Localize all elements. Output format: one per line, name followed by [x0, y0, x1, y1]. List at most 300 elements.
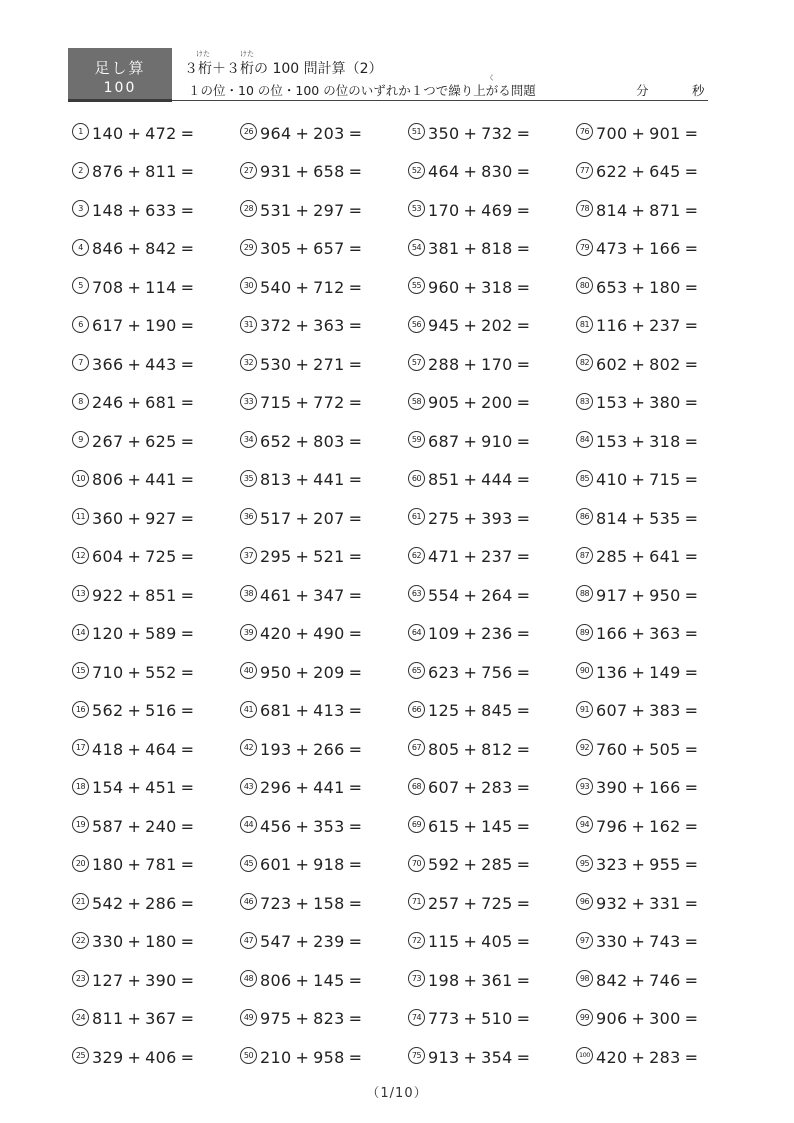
plus-sign: + [127, 778, 142, 797]
plus-sign: + [463, 624, 478, 643]
problem-number: 58 [408, 393, 425, 410]
problem-expression [92, 769, 194, 807]
problem-item [408, 499, 530, 537]
problem-expression [428, 615, 530, 653]
problem-expression [428, 269, 530, 307]
problem-item [72, 576, 194, 614]
problem-number: 86 [576, 508, 593, 525]
problem-item [576, 730, 698, 768]
plus-sign: + [127, 200, 142, 220]
equals-sign: = [516, 1047, 531, 1067]
plus-sign: + [127, 816, 142, 836]
addend-b: 363 [649, 624, 681, 643]
problem-number: 33 [240, 393, 257, 410]
addend-b: 114 [145, 277, 177, 297]
equals-sign: = [348, 778, 363, 797]
problem-number: 80 [576, 277, 593, 294]
problem-number: 67 [408, 739, 425, 756]
addend-a: 773 [428, 1009, 460, 1028]
equals-sign: = [180, 547, 195, 566]
addend-b: 166 [649, 778, 681, 797]
equals-sign: = [348, 123, 363, 143]
problem-expression [260, 230, 362, 268]
problem-number: 89 [576, 624, 593, 641]
problem-expression [596, 230, 698, 268]
problem-item [576, 384, 698, 422]
addend-b: 845 [481, 701, 513, 720]
addend-a: 623 [428, 662, 460, 682]
addend-b: 910 [481, 431, 513, 451]
equals-sign: = [180, 316, 195, 335]
problem-number: 84 [576, 431, 593, 448]
problem-item [72, 692, 194, 730]
equals-sign: = [684, 662, 699, 682]
equals-sign: = [684, 778, 699, 797]
plus-sign: + [127, 585, 142, 605]
problem-number: 44 [240, 816, 257, 833]
problem-number: 97 [576, 932, 593, 949]
page-number: （1/10） [366, 1086, 428, 1101]
equals-sign: = [516, 932, 531, 951]
problem-item [408, 923, 530, 961]
addend-b: 180 [145, 932, 177, 951]
problem-expression [596, 461, 698, 499]
problem-number: 75 [408, 1047, 425, 1064]
addend-a: 153 [596, 431, 628, 451]
addend-a: 115 [428, 932, 460, 951]
addend-a: 127 [92, 970, 124, 990]
problem-item [576, 461, 698, 499]
problem-number: 24 [72, 1009, 89, 1026]
problem-expression [596, 808, 698, 846]
problem-expression [260, 384, 362, 422]
addend-a: 813 [260, 470, 292, 489]
problem-item [408, 345, 530, 383]
ruby-ku: く [488, 74, 495, 82]
equals-sign: = [684, 1009, 699, 1028]
problem-number: 28 [240, 200, 257, 217]
problem-item [408, 1000, 530, 1038]
addend-a: 960 [428, 277, 460, 297]
problem-item [408, 807, 530, 845]
problem-expression [596, 269, 698, 307]
problem-number: 32 [240, 354, 257, 371]
addend-b: 285 [481, 855, 513, 874]
plus-sign: + [631, 277, 646, 297]
plus-sign: + [127, 123, 142, 143]
equals-sign: = [684, 855, 699, 874]
problem-expression [596, 731, 698, 769]
equals-sign: = [516, 778, 531, 797]
addend-b: 413 [313, 701, 345, 720]
problem-number: 8 [72, 393, 89, 410]
addend-a: 708 [92, 277, 124, 297]
plus-sign: + [127, 431, 142, 451]
problem-number: 63 [408, 585, 425, 602]
plus-sign: + [127, 932, 142, 951]
problem-expression [92, 192, 194, 230]
problem-item [240, 923, 362, 961]
problem-expression [92, 230, 194, 268]
plus-sign: + [295, 585, 310, 605]
problem-item [576, 422, 698, 460]
minutes-label: 分 [636, 83, 649, 98]
problem-item [240, 384, 362, 422]
problem-expression [428, 577, 530, 615]
addend-a: 592 [428, 855, 460, 874]
addend-b: 842 [145, 239, 177, 258]
problem-expression [92, 731, 194, 769]
problem-item [240, 538, 362, 576]
problem-expression [596, 1000, 698, 1038]
problem-expression [260, 731, 362, 769]
problem-number: 76 [576, 123, 593, 140]
addend-a: 806 [92, 470, 124, 489]
seconds-label: 秒 [692, 83, 705, 98]
problem-number: 99 [576, 1009, 593, 1026]
addend-b: 236 [481, 624, 513, 643]
problem-expression [260, 1000, 362, 1038]
problem-item [408, 114, 530, 152]
addend-b: 803 [313, 431, 345, 451]
addend-b: 266 [313, 739, 345, 759]
addend-a: 602 [596, 354, 628, 374]
problem-expression [260, 962, 362, 1000]
addend-a: 554 [428, 585, 460, 605]
problem-number: 98 [576, 970, 593, 987]
problem-expression [428, 115, 530, 153]
equals-sign: = [348, 431, 363, 451]
plus-sign: + [127, 508, 142, 528]
equals-sign: = [348, 508, 363, 528]
plus-sign: + [127, 893, 142, 913]
equals-sign: = [180, 624, 195, 643]
problem-number: 17 [72, 739, 89, 756]
addend-b: 354 [481, 1047, 513, 1067]
plus-sign: + [631, 932, 646, 951]
equals-sign: = [180, 816, 195, 836]
problem-number: 78 [576, 200, 593, 217]
plus-sign: + [295, 893, 310, 913]
problem-number: 71 [408, 893, 425, 910]
header-divider [172, 100, 708, 101]
plus-sign: + [295, 855, 310, 874]
equals-sign: = [348, 162, 363, 181]
problem-expression [596, 538, 698, 576]
problem-number: 87 [576, 547, 593, 564]
addend-a: 288 [428, 354, 460, 374]
equals-sign: = [516, 662, 531, 682]
problem-number: 19 [72, 816, 89, 833]
problem-expression [260, 577, 362, 615]
problem-expression [92, 153, 194, 191]
plus-sign: + [463, 316, 478, 335]
problem-expression [428, 538, 530, 576]
problem-number: 12 [72, 547, 89, 564]
problem-expression [92, 500, 194, 538]
addend-a: 604 [92, 547, 124, 566]
equals-sign: = [348, 547, 363, 566]
addend-b: 331 [649, 893, 681, 913]
addend-a: 418 [92, 739, 124, 759]
problem-expression [428, 692, 530, 730]
problem-number: 54 [408, 239, 425, 256]
problem-expression [92, 846, 194, 884]
plus-sign: + [463, 739, 478, 759]
problem-item [72, 345, 194, 383]
addend-a: 814 [596, 508, 628, 528]
equals-sign: = [516, 393, 531, 412]
addend-b: 353 [313, 816, 345, 836]
addend-a: 723 [260, 893, 292, 913]
problem-number: 16 [72, 701, 89, 718]
problem-count: 100 [103, 80, 137, 96]
plus-sign: + [295, 701, 310, 720]
worksheet-subtitle: １の位・10 の位・100 の位のいずれか１つで繰り上がる問題 [188, 83, 536, 98]
equals-sign: = [348, 662, 363, 682]
problem-item [408, 1038, 530, 1076]
problem-expression [428, 461, 530, 499]
problem-number: 59 [408, 431, 425, 448]
plus-sign: + [295, 431, 310, 451]
addend-b: 207 [313, 508, 345, 528]
problem-number: 31 [240, 316, 257, 333]
problem-expression [428, 1000, 530, 1038]
addend-a: 461 [260, 585, 292, 605]
addend-a: 530 [260, 354, 292, 374]
addend-b: 271 [313, 354, 345, 374]
addend-b: 297 [313, 200, 345, 220]
problem-item [240, 153, 362, 191]
equals-sign: = [180, 200, 195, 220]
problem-number: 3 [72, 200, 89, 217]
problem-number: 14 [72, 624, 89, 641]
plus-sign: + [127, 547, 142, 566]
addend-b: 209 [313, 662, 345, 682]
addend-a: 846 [92, 239, 124, 258]
problem-expression [428, 808, 530, 846]
plus-sign: + [631, 1047, 646, 1067]
plus-sign: + [295, 470, 310, 489]
equals-sign: = [348, 855, 363, 874]
problem-item [72, 615, 194, 653]
addend-b: 715 [649, 470, 681, 489]
addend-a: 851 [428, 470, 460, 489]
addend-a: 473 [596, 239, 628, 258]
plus-sign: + [295, 547, 310, 566]
problem-item [72, 230, 194, 268]
problem-item [408, 191, 530, 229]
problem-expression [596, 192, 698, 230]
problem-expression [260, 654, 362, 692]
plus-sign: + [127, 662, 142, 682]
equals-sign: = [180, 470, 195, 489]
equals-sign: = [516, 316, 531, 335]
category-label: 足し算 [94, 59, 146, 77]
equals-sign: = [516, 431, 531, 451]
problem-number: 57 [408, 354, 425, 371]
problem-expression [260, 500, 362, 538]
equals-sign: = [684, 816, 699, 836]
equals-sign: = [516, 123, 531, 143]
problem-number: 52 [408, 162, 425, 179]
addend-b: 725 [481, 893, 513, 913]
equals-sign: = [516, 1009, 531, 1028]
addend-b: 535 [649, 508, 681, 528]
plus-sign: + [463, 893, 478, 913]
addend-b: 732 [481, 123, 513, 143]
plus-sign: + [631, 316, 646, 335]
addend-a: 687 [428, 431, 460, 451]
addend-a: 917 [596, 585, 628, 605]
plus-sign: + [463, 1009, 478, 1028]
equals-sign: = [348, 739, 363, 759]
plus-sign: + [463, 239, 478, 258]
problem-item [576, 615, 698, 653]
problem-number: 95 [576, 855, 593, 872]
addend-b: 464 [145, 739, 177, 759]
addend-b: 390 [145, 970, 177, 990]
equals-sign: = [180, 162, 195, 181]
plus-sign: + [631, 701, 646, 720]
addend-b: 239 [313, 932, 345, 951]
addend-b: 725 [145, 547, 177, 566]
problem-expression [260, 153, 362, 191]
problem-expression [260, 269, 362, 307]
problem-item [408, 961, 530, 999]
addend-b: 149 [649, 662, 681, 682]
addend-a: 305 [260, 239, 292, 258]
equals-sign: = [348, 701, 363, 720]
problem-number: 85 [576, 470, 593, 487]
problem-number: 7 [72, 354, 89, 371]
addend-b: 347 [313, 585, 345, 605]
plus-sign: + [127, 855, 142, 874]
addend-a: 329 [92, 1047, 124, 1067]
plus-sign: + [631, 162, 646, 181]
addend-b: 811 [145, 162, 177, 181]
problem-expression [596, 923, 698, 961]
ruby-keta-1: けた [196, 50, 210, 58]
addend-b: 802 [649, 354, 681, 374]
addend-a: 615 [428, 816, 460, 836]
problem-item [408, 422, 530, 460]
problem-expression [596, 962, 698, 1000]
equals-sign: = [348, 624, 363, 643]
addend-b: 166 [649, 239, 681, 258]
problem-expression [596, 846, 698, 884]
equals-sign: = [684, 624, 699, 643]
plus-sign: + [127, 1047, 142, 1067]
plus-sign: + [463, 200, 478, 220]
plus-sign: + [127, 316, 142, 335]
plus-sign: + [127, 354, 142, 374]
addend-b: 851 [145, 585, 177, 605]
problem-expression [596, 885, 698, 923]
equals-sign: = [180, 893, 195, 913]
addend-a: 601 [260, 855, 292, 874]
problem-number: 41 [240, 701, 257, 718]
problem-number: 94 [576, 816, 593, 833]
problem-item [408, 884, 530, 922]
equals-sign: = [684, 200, 699, 220]
problem-number: 69 [408, 816, 425, 833]
problem-number: 66 [408, 701, 425, 718]
problem-item [72, 1038, 194, 1076]
problem-item [72, 730, 194, 768]
problem-item [240, 307, 362, 345]
addend-a: 922 [92, 585, 124, 605]
problem-number: 72 [408, 932, 425, 949]
addend-a: 964 [260, 123, 292, 143]
plus-sign: + [463, 354, 478, 374]
problem-item [576, 538, 698, 576]
addend-b: 645 [649, 162, 681, 181]
equals-sign: = [348, 354, 363, 374]
addend-a: 876 [92, 162, 124, 181]
problem-item [240, 499, 362, 537]
problem-number: 34 [240, 431, 257, 448]
equals-sign: = [348, 239, 363, 258]
problem-expression [92, 115, 194, 153]
addend-a: 547 [260, 932, 292, 951]
addend-a: 562 [92, 701, 124, 720]
addend-a: 381 [428, 239, 460, 258]
addend-a: 622 [596, 162, 628, 181]
problem-number: 50 [240, 1047, 257, 1064]
plus-sign: + [295, 354, 310, 374]
problem-expression [596, 115, 698, 153]
equals-sign: = [516, 585, 531, 605]
problem-item [576, 807, 698, 845]
addend-a: 715 [260, 393, 292, 412]
problem-number: 62 [408, 547, 425, 564]
equals-sign: = [180, 855, 195, 874]
equals-sign: = [348, 932, 363, 951]
addend-a: 796 [596, 816, 628, 836]
addend-a: 905 [428, 393, 460, 412]
addend-a: 330 [92, 932, 124, 951]
problem-item [72, 1000, 194, 1038]
problem-number: 83 [576, 393, 593, 410]
problem-expression [92, 269, 194, 307]
equals-sign: = [684, 932, 699, 951]
problem-number: 42 [240, 739, 257, 756]
problem-item [576, 1000, 698, 1038]
problem-number: 13 [72, 585, 89, 602]
addend-b: 589 [145, 624, 177, 643]
equals-sign: = [180, 508, 195, 528]
addend-b: 521 [313, 547, 345, 566]
plus-sign: + [295, 277, 310, 297]
problem-number: 48 [240, 970, 257, 987]
plus-sign: + [295, 123, 310, 143]
equals-sign: = [684, 316, 699, 335]
addend-b: 443 [145, 354, 177, 374]
addend-b: 300 [649, 1009, 681, 1028]
problem-item [408, 230, 530, 268]
problem-item [72, 769, 194, 807]
plus-sign: + [631, 393, 646, 412]
addend-b: 286 [145, 893, 177, 913]
equals-sign: = [348, 1047, 363, 1067]
equals-sign: = [516, 855, 531, 874]
equals-sign: = [516, 739, 531, 759]
problem-number: 90 [576, 662, 593, 679]
plus-sign: + [295, 393, 310, 412]
addend-b: 516 [145, 701, 177, 720]
problem-item [240, 576, 362, 614]
